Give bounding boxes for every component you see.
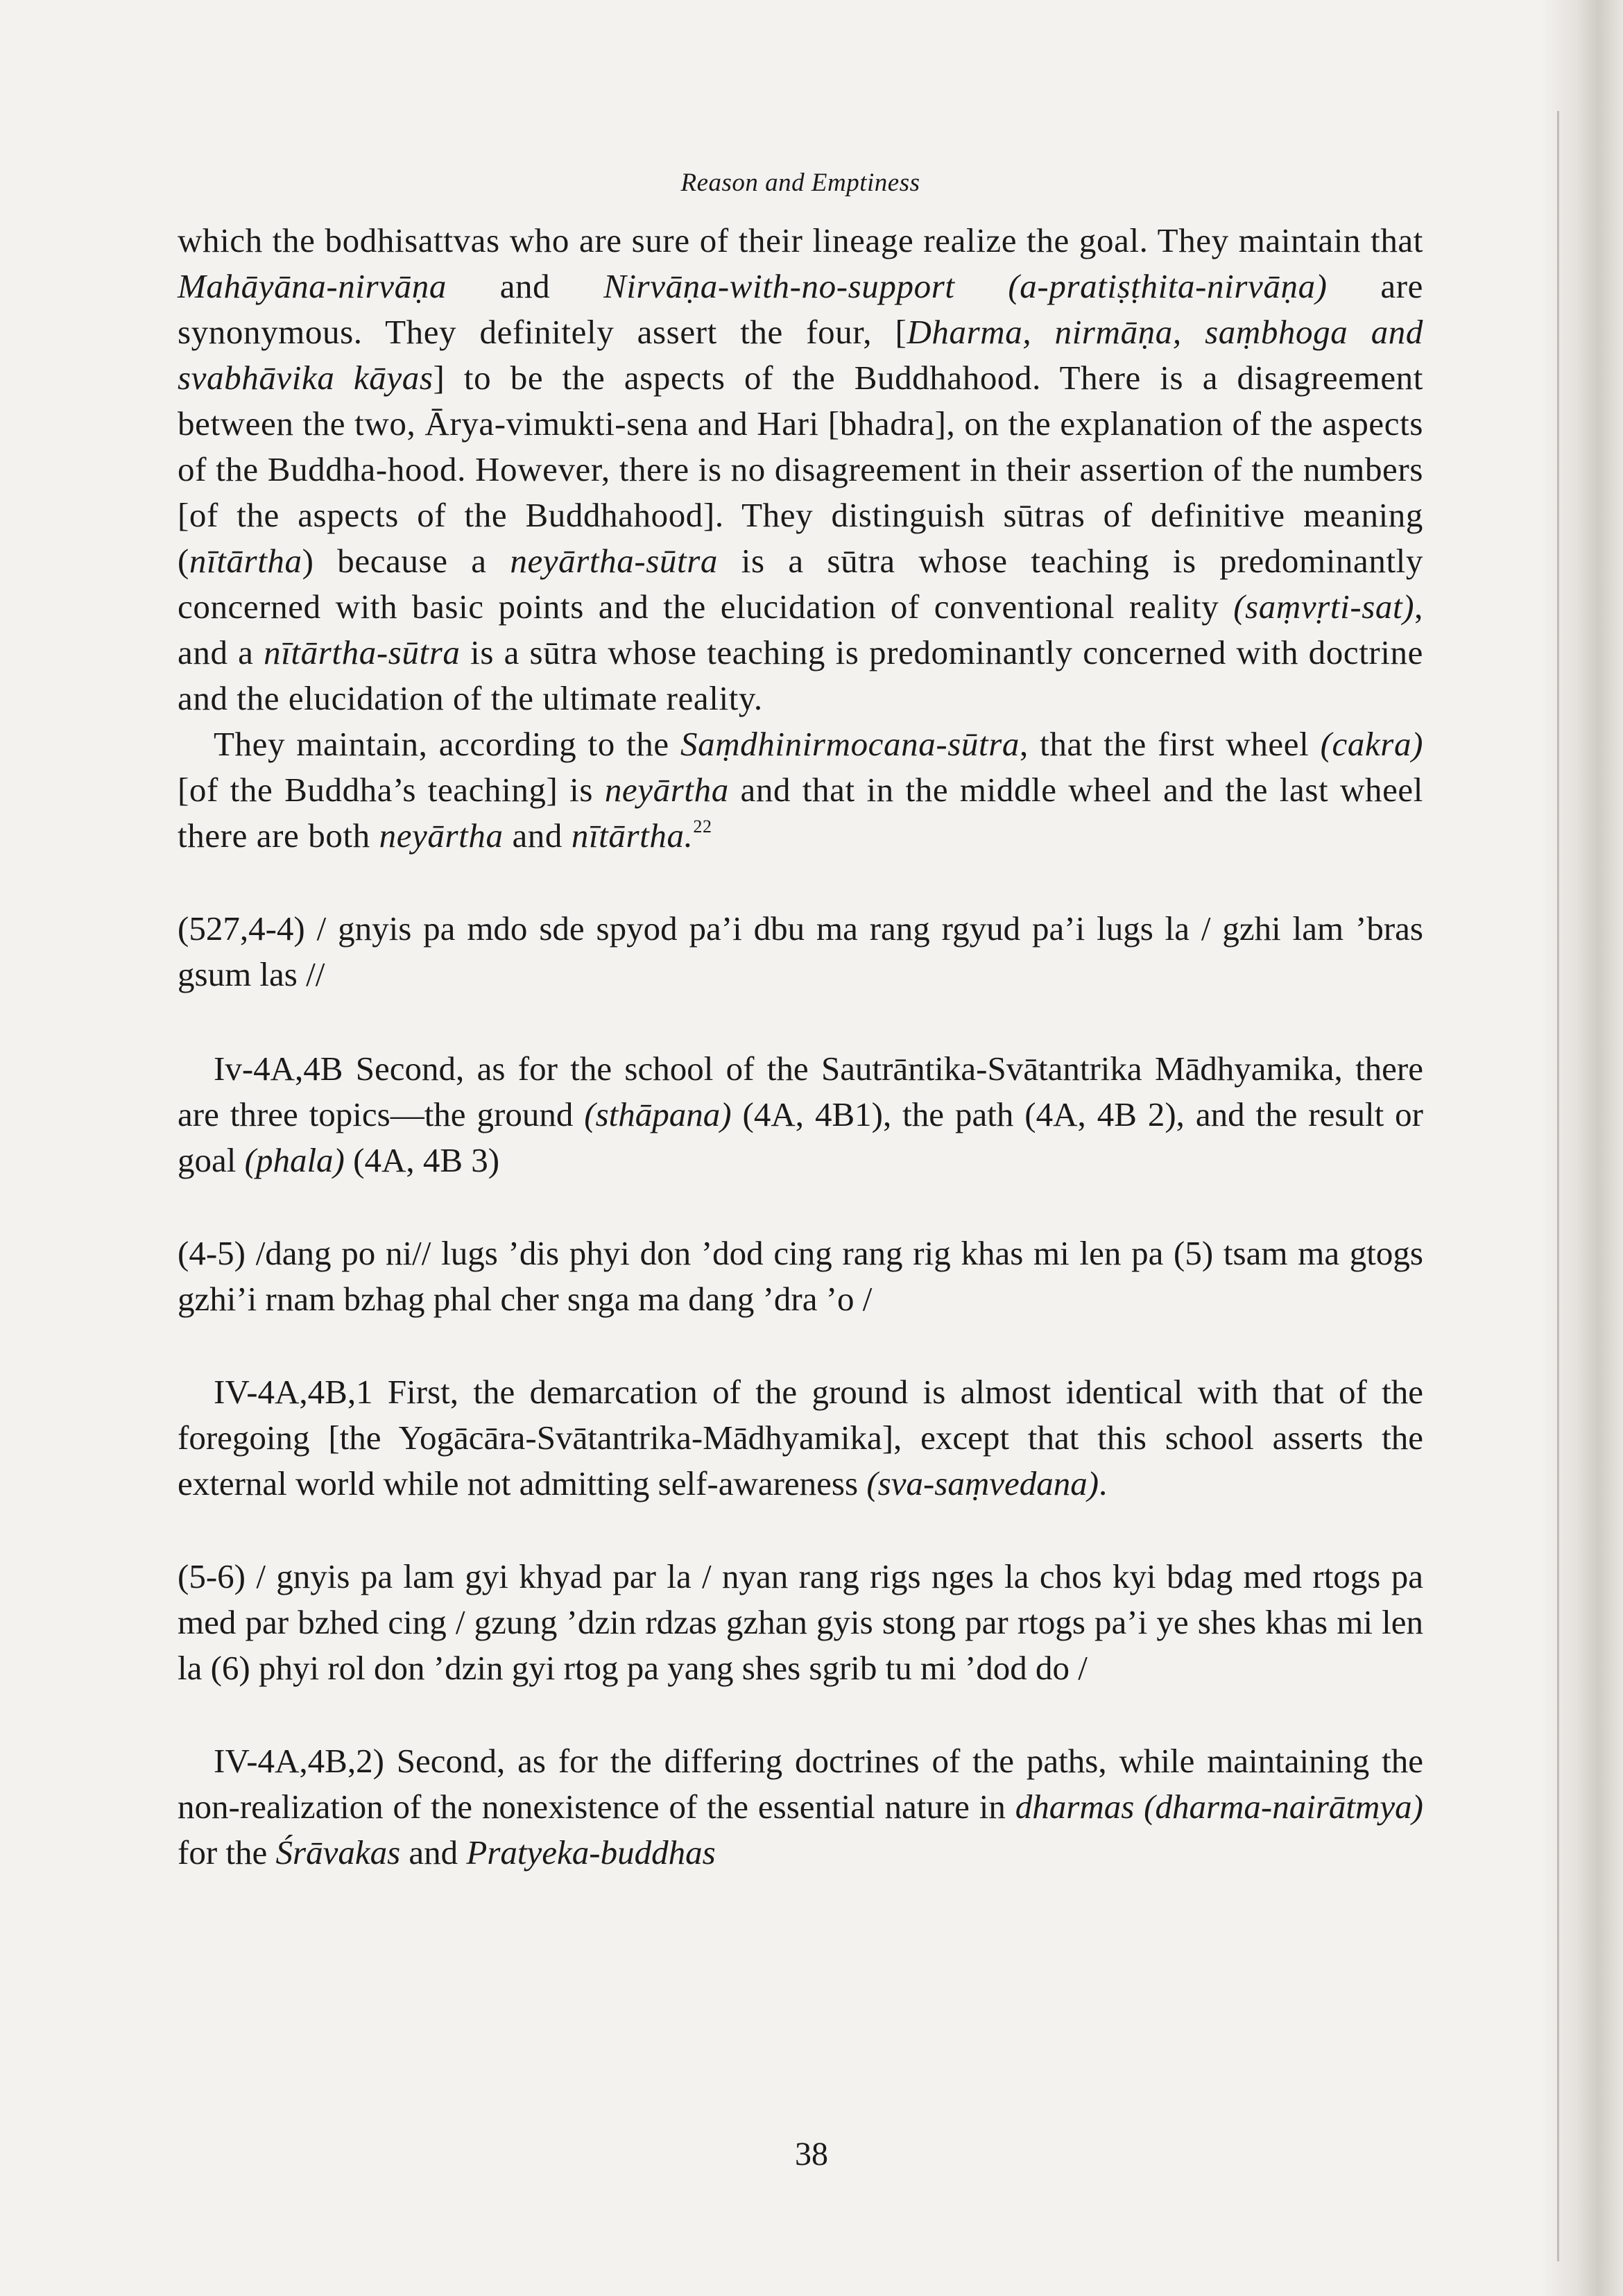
text-run: are synonymous. They definitely assert the four, [ (178, 267, 1423, 351)
italic-term: Saṃdhinirmocana-sūtra (680, 725, 1020, 763)
italic-term: neyārtha-sūtra (510, 542, 719, 580)
italic-term: dharmas (1015, 1788, 1135, 1826)
running-head: Reason and Emptiness (680, 169, 920, 197)
text-run: and (446, 267, 604, 305)
text-run: (4-5) /dang po ni// lugs ’dis phyi don ’dod cing rang rig khas mi len pa (5) tsam ma gtogs gzhi’i rnam bzhag phal cher snga ma dang ’dra ’o / (178, 1234, 1423, 1318)
paragraph-p1 (178, 218, 1423, 721)
binding-edge (1557, 111, 1559, 2261)
paragraph-p4 (178, 1046, 1423, 1183)
italic-term: Śrāvakas (275, 1833, 401, 1871)
text-run: Iv-4A,4B Second, as for the school of the Sautrāntika-Svātantrika Mādhyamika, there are three topics—the ground (178, 1050, 1423, 1133)
text-run: and (503, 816, 572, 855)
italic-term: (sthāpana) (584, 1095, 732, 1133)
footnote-ref: 22 (693, 816, 712, 837)
italic-term: nītārtha-sūtra (264, 633, 461, 671)
text-run: IV-4A,4B,1 First, the demarcation of the ground is almost identical with that of the foregoing [the Yogācāra-Svātantrika-Mādhyamika], except that this school asserts the external world while not admitting self-awareness (178, 1373, 1423, 1502)
italic-term: Dharma, nirmāṇa, saṃbhoga and svabhāvika kāyas (178, 313, 1423, 397)
italic-term: (saṃvṛti-sat) (1233, 588, 1415, 626)
italic-term: nītārtha. (571, 816, 694, 855)
italic-term: (phala) (244, 1141, 345, 1179)
paragraph-p2 (178, 721, 1423, 859)
text-run: ) because a (302, 542, 510, 580)
text-run: ] to be the aspects of the Buddhahood. There is a disagreement between the two, Ārya-vimukti-sena and Hari [bhadra], on the explanation of the aspects of the Buddha-hood. However, there is no disagreement in their assertion of the numbers [of the aspects of the Buddhahood]. They distinguish sūtras of definitive meaning ( (178, 359, 1423, 580)
italic-term: Nirvāṇa-with-no-support (a-pratiṣṭhita-nirvāṇa) (603, 267, 1328, 305)
text-run: , that the first wheel (1020, 725, 1321, 763)
text-run: and that in the middle wheel and the last wheel there are both (178, 771, 1423, 855)
page-body (178, 166, 1423, 1876)
italic-term: (sva-saṃvedana) (866, 1464, 1099, 1502)
page-gutter-shadow (1540, 0, 1623, 2296)
page-number: 38 (795, 2136, 828, 2173)
text-run: , and a (178, 588, 1423, 671)
italic-term: (cakra) (1320, 725, 1423, 763)
text-run: (5-6) / gnyis pa lam gyi khyad par la / nyan rang rigs nges la chos kyi bdag med rtogs pa med par bzhed cing / gzung ’dzin rdzas gzhan gyis stong par rtogs pa’i ye shes khas mi len la (6) phyi rol don ’dzin gyi rtog pa yang shes sgrib tu mi ’dod do / (178, 1557, 1423, 1687)
paragraph-p3 (178, 906, 1423, 997)
text-run: which the bodhisattvas who are sure of their lineage realize the goal. They maintain that (178, 221, 1423, 259)
paragraph-p5 (178, 1231, 1423, 1322)
text-run: is a sūtra whose teaching is predominantly concerned with doctrine and the elucidation of the ultimate reality. (178, 633, 1423, 717)
text-run: They maintain, according to the (214, 725, 680, 763)
italic-term: Mahāyāna-nirvāṇa (178, 267, 447, 305)
text-run: . (1099, 1464, 1108, 1502)
italic-term: (dharma-nairātmya) (1144, 1788, 1423, 1826)
italic-term: Pratyeka-buddhas (466, 1833, 716, 1871)
text-run: IV-4A,4B,2) Second, as for the differing doctrines of the paths, while maintaining the non-realization of the nonexistence of the essential nature in (178, 1742, 1423, 1826)
text-run: (527,4-4) / gnyis pa mdo sde spyod pa’i dbu ma rang rgyud pa’i lugs la / gzhi lam ’bras gsum las // (178, 909, 1423, 993)
text-run: is a sūtra whose teaching is predominantly concerned with basic points and the elucidation of conventional reality (178, 542, 1423, 626)
italic-term: neyārtha (604, 771, 729, 809)
text-run: [of the Buddha’s teaching] is (178, 771, 605, 809)
text-run: (4A, 4B1), the path (4A, 4B 2), and the result or goal (178, 1095, 1423, 1179)
text-run (1134, 1788, 1144, 1826)
paragraph-p7 (178, 1554, 1423, 1691)
paragraph-p6 (178, 1369, 1423, 1507)
italic-term: neyārtha (379, 816, 504, 855)
text-run: for the (178, 1833, 276, 1871)
paragraph-p8 (178, 1738, 1423, 1876)
text-run: (4A, 4B 3) (344, 1141, 500, 1179)
text-run: and (400, 1833, 467, 1871)
italic-term: nītārtha (189, 542, 302, 580)
